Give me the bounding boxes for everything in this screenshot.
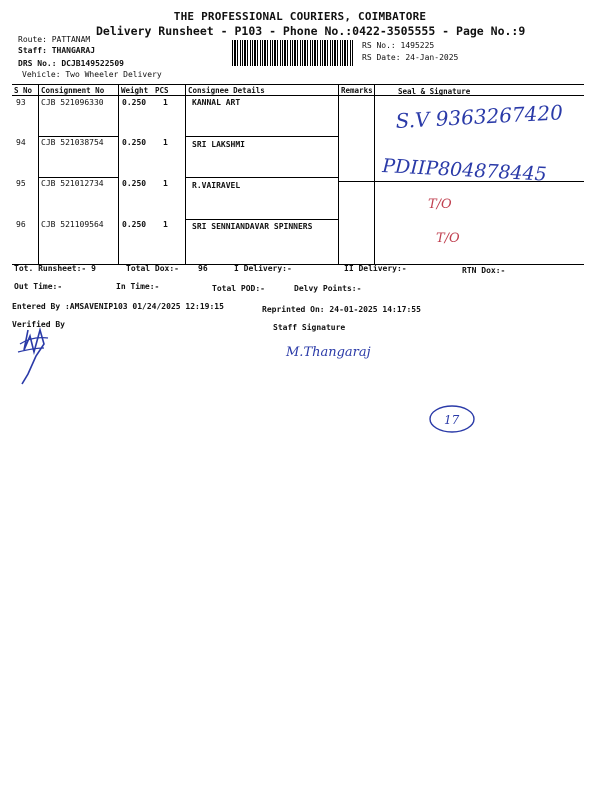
i-delivery: I Delivery:- [234, 264, 292, 273]
rtn-dox: RTN Dox:- [462, 266, 506, 275]
staff-signature-label: Staff Signature [273, 323, 346, 332]
row-weight: 0.250 [122, 179, 147, 188]
row-weight: 0.250 [122, 98, 147, 107]
column-header-consignee: Consignee Details [188, 86, 265, 95]
row-consignee: R.VAIRAVEL [192, 181, 241, 190]
column-header-pcs: PCS [155, 86, 169, 95]
row-consignment-no: CJB 521012734 [41, 179, 104, 188]
svg-text:M.Thangaraj: M.Thangaraj [286, 345, 371, 360]
column-header-remarks: Remarks [341, 86, 373, 95]
seal-signature-row-96: T/O [436, 231, 460, 246]
column-header-sno: S No [14, 86, 33, 95]
total-pod: Total POD:- [212, 284, 265, 293]
handwritten-entries [376, 96, 586, 264]
route-label: Route: PATTANAM [18, 35, 91, 44]
reprinted-on: Reprinted On: 24-01-2025 14:17:55 [262, 305, 421, 314]
delvy-points: Delvy Points:- [294, 284, 362, 293]
row-consignee: SRI LAKSHMI [192, 140, 245, 149]
row-pcs: 1 [163, 138, 168, 147]
staff-label: Staff: THANGARAJ [18, 46, 96, 55]
row-consignee: KANNAL ART [192, 98, 241, 107]
row-consignment-no: CJB 521038754 [41, 138, 104, 147]
row-consignee: SRI SENNIANDAVAR SPINNERS [192, 222, 313, 231]
total-dox-value: 96 [198, 264, 208, 273]
row-sno: 94 [16, 138, 26, 147]
tot-runsheet: Tot. Runsheet:- 9 [14, 264, 96, 273]
seal-signature-row-95: T/O [428, 197, 452, 212]
row-consignment-no: CJB 521109564 [41, 220, 104, 229]
column-header-seal-signature: Seal & Signature [398, 87, 471, 96]
row-pcs: 1 [163, 179, 168, 188]
column-header-consignment: Consignment No [41, 86, 105, 95]
barcode [232, 40, 354, 66]
seal-signature-row-94: PDIIP804878445 [381, 155, 548, 186]
row-sno: 96 [16, 220, 26, 229]
out-time: Out Time:- [14, 282, 63, 291]
entered-by: Entered By :AMSAVENIP103 01/24/2025 12:19:15 [12, 302, 224, 311]
row-weight: 0.250 [122, 220, 147, 229]
row-weight: 0.250 [122, 138, 147, 147]
row-sno: 95 [16, 179, 26, 188]
seal-signature-row-93: S.V 9363267420 [395, 100, 564, 133]
drs-number: DRS No.: DCJB149522509 [18, 59, 124, 68]
runsheet-subtitle: Delivery Runsheet - P103 - Phone No.:0422-3505555 - Page No.:9 [96, 24, 526, 38]
total-dox-label: Total Dox:- [126, 264, 179, 273]
in-time: In Time:- [116, 282, 160, 291]
verified-by-label: Verified By [12, 320, 65, 329]
vehicle-label: Vehicle: Two Wheeler Delivery [22, 70, 162, 79]
circled-page-mark [428, 402, 478, 436]
column-header-weight: Weight [121, 86, 149, 95]
row-consignment-no: CJB 521096330 [41, 98, 104, 107]
svg-text:17: 17 [444, 413, 460, 427]
rs-number: RS No.: 1495225 [362, 41, 435, 50]
verifier-signature [14, 326, 54, 386]
ii-delivery: II Delivery:- [344, 264, 407, 273]
row-pcs: 1 [163, 220, 168, 229]
staff-signature [284, 336, 384, 366]
row-sno: 93 [16, 98, 26, 107]
document-title: THE PROFESSIONAL COURIERS, COIMBATORE [173, 10, 427, 23]
row-pcs: 1 [163, 98, 168, 107]
rs-date: RS Date: 24-Jan-2025 [362, 53, 459, 62]
